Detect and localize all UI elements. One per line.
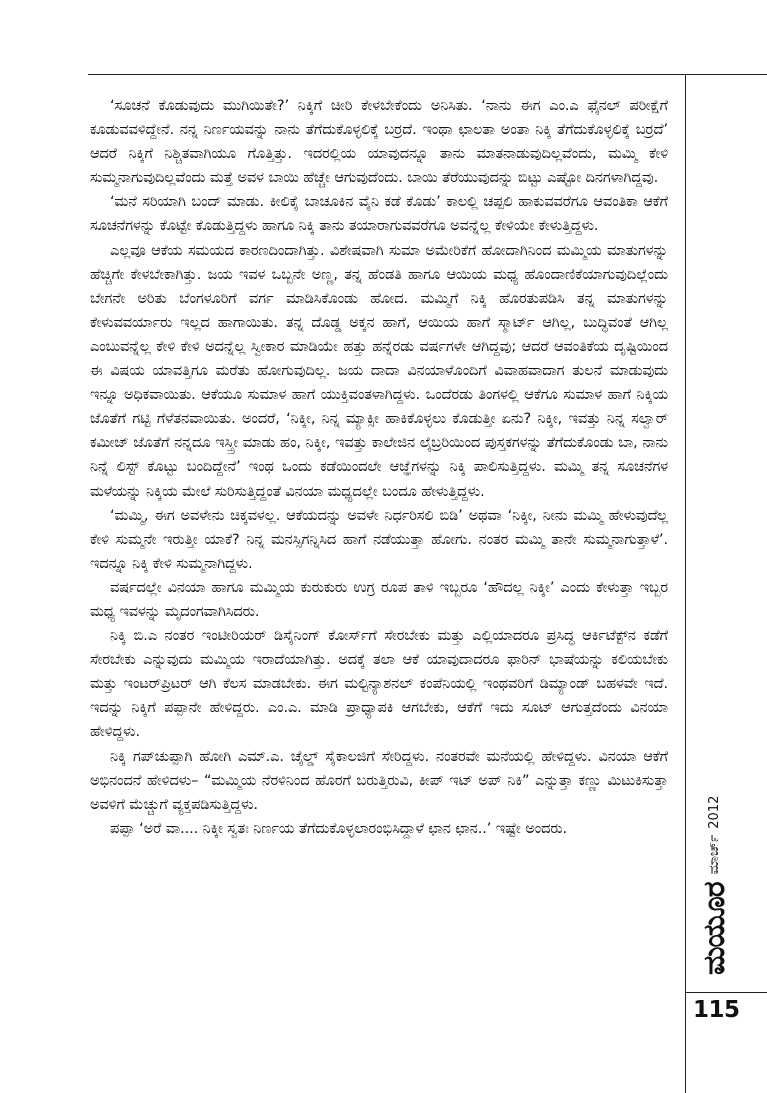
magazine-masthead — [694, 795, 734, 975]
paragraph: ‘ಸೂಚನೆ ಕೊಡುವುದು ಮುಗಿಯಿತೇ?’ ನಿಕ್ಕಿಗೆ ಚೀರಿ ಕೇಳಬೇಕೆಂದು ಅನಿಸಿತು. ‘ನಾನು ಈಗ ಎಂ.ಎ ಫೈನಲ್ ಪರೀಕ್ಷೆಗೆ ಕೂಡುವವಳಿದ್ದೇನೆ. ನನ್ನ ನಿರ್ಣಯವನ್ನು ನಾನು ತೆಗೆದುಕೊಳ್ಳಲಿಕ್ಕೆ ಬರ್ರದೆ. ಇಂಥಾ ಛಾಲತಾ ಅಂತಾ ನಿಕ್ಕಿ ತೆಗೆದುಕೊಳ್ಳಲಿಕ್ಕೆ ಬರ್ರದೆ’ ಆದರೆ ನಿಕ್ಕಿಗೆ ನಿಶ್ಚಿತವಾಗಿಯೂ ಗೊತ್ತಿತ್ತು. ಇದರಲ್ಲಿಯ ಯಾವುದನ್ನೂ ತಾನು ಮಾತನಾಡುವುದಿಲ್ಲವೆಂದು, ಮಮ್ಮಿ ಕೇಳಿ ಸುಮ್ಮನಾಗುವುದಿಲ್ಲವೆಂದು ಮತ್ತೆ ಅವಳ ಬಾಯಿ ಹೆಚ್ಚೇ ಆಗುವುದೆಂದು. ಬಾಯಿ ತೆರೆಯುವುದನ್ನು ಬಿಟ್ಟು ಎಷ್ಟೋ ದಿನಗಳಾಗಿದ್ದವು. — [90, 98, 668, 187]
side-rule — [685, 74, 686, 1093]
page-number-rule — [685, 992, 767, 993]
article-body — [90, 94, 668, 841]
page-number: 115 — [693, 997, 740, 1023]
paragraph: ಪಪ್ಪಾ ‘ಅರೆ ವಾ.... ನಿಕ್ಕೀ ಸ್ವತಃ ನಿರ್ಣಯ ತೆಗೆದುಕೊಳ್ಳಲಾರಂಭಿಸಿದ್ದಾಳೆ ಛಾನ ಛಾನ..’ ಇಷ್ಟೇ ಅಂದರು. — [110, 820, 568, 837]
issue-month: ಮಾರ್ಚ್ — [706, 834, 722, 875]
paragraph: ‘ಮನೆ ಸರಿಯಾಗಿ ಬಂದ್ ಮಾಡು. ಕೀಲಿಕೈ ಬಾಚೂಕಿನ ವೈನಿ ಕಡೆ ಕೊಡು’ ಕಾಲಲ್ಲಿ ಚಪ್ಪಲಿ ಹಾಕುವವರೆಗೂ ಆವಂತಿಕಾ ಆಕೆಗೆ ಸೂಚನೆಗಳನ್ನು ಕೊಟ್ಟೇ ಕೊಡುತ್ತಿದ್ದಳು ಹಾಗೂ ನಿಕ್ಕಿ ತಾನು ತಯಾರಾಗುವವರೆಗೂ ಅವನ್ನೆಲ್ಲ ಕೇಳಿಯೇ ಕೇಳುತ್ತಿದ್ದಳು. — [90, 194, 668, 235]
top-rule — [88, 74, 767, 75]
paragraph: ನಿಕ್ಕಿ ಬಿ.ಎ ನಂತರ ಇಂಟೀರಿಯರ್ ಡಿಸೈನಿಂಗ್ ಕೋರ್ಸ್‌ಗೆ ಸೇರಬೇಕು ಮತ್ತು ಎಲ್ಲಿಯಾದರೂ ಪ್ರಸಿದ್ಧ ಆರ್ಕಿಟೆಕ್ಟ್‌ನ ಕಡೆಗೆ ಸೇರಬೇಕು ಎನ್ನುವುದು ಮಮ್ಮಿಯ ಇರಾದೆಯಾಗಿತ್ತು. ಅದಕ್ಕೆ ತಲಾ ಆಕೆ ಯಾವುದಾದರೂ ಫಾರಿನ್ ಭಾಷೆಯನ್ನು ಕಲಿಯಬೇಕು ಮತ್ತು ಇಂಟರ್‌ಪ್ರಿಟರ್ ಆಗಿ ಕೆಲಸ ಮಾಡಬೇಕು. ಈಗ ಮಲ್ಟಿನ್ಯಾಶನಲ್ ಕಂಪೆನಿಯಲ್ಲಿ ಇಂಥವರಿಗೆ ಡಿಮ್ಯಾಂಡ್ ಬಹಳವೇ ಇದೆ. ಇದನ್ನು ನಿಕ್ಕಿಗೆ ಪಪ್ಪಾನೇ ಹೇಳಿದ್ದರು. ಎಂ.ಎ. ಮಾಡಿ ಪ್ರಾಧ್ಯಾಪಕಿ ಆಗಬೇಕು, ಆಕೆಗೆ ಇದು ಸೂಟ್ ಆಗುತ್ತದೆಂದು ವಿನಯಾ ಹೇಳಿದ್ದಳು. — [90, 628, 668, 741]
paragraph: ‘ಮಮ್ಮಿ, ಈಗ ಅವಳೇನು ಚಿಕ್ಕವಳಲ್ಲ. ಆಕೆಯದನ್ನು ಅವಳೇ ನಿರ್ಧರಿಸಲಿ ಬಿಡಿ’ ಅಥವಾ ‘ನಿಕ್ಕೀ, ನೀನು ಮಮ್ಮಿ ಹೇಳುವುದೆಲ್ಲ ಕೇಳಿ ಸುಮ್ಮನೇ ಇರುತ್ತೀ ಯಾಕೆ? ನಿನ್ನ ಮನಸ್ಸಿಗನ್ನಿಸಿದ ಹಾಗೆ ನಡೆಯುತ್ತಾ ಹೋಗು. ನಂತರ ಮಮ್ಮಿ ತಾನೇ ಸುಮ್ಮನಾಗುತ್ತಾಳೆ’. ಇದನ್ನೂ ನಿಕ್ಕಿ ಕೇಳಿ ಸುಮ್ಮನಾಗಿದ್ದಳು. — [90, 507, 668, 572]
magazine-logo: ಮಯೂರ — [696, 882, 732, 975]
issue-year: 2012 — [706, 795, 722, 829]
paragraph: ಎಲ್ಲವೂ ಆಕೆಯ ಸಮಯದ ಕಾರಣದಿಂದಾಗಿತ್ತು. ವಿಶೇಷವಾಗಿ ಸುಮಾ ಅಮೇರಿಕೆಗೆ ಹೋದಾಗಿನಿಂದ ಮಮ್ಮಿಯ ಮಾತುಗಳನ್ನು ಹೆಚ್ಚಿಗೇ ಕೇಳಬೇಕಾಗಿತ್ತು. ಜಯ ಇವಳ ಒಬ್ಬನೇ ಅಣ್ಣ, ತನ್ನ ಹೆಂಡತಿ ಹಾಗೂ ಆಯಿಯ ಮಧ್ಯ ಹೊಂದಾಣಿಕೆಯಾಗುವುದಿಲ್ಲೆಂದು ಬೇಗನೇ ಅರಿತು ಬೆಂಗಳೂರಿಗೆ ವರ್ಗ ಮಾಡಿಸಿಕೊಂಡು ಹೋದ. ಮಮ್ಮಿಗೆ ನಿಕ್ಕಿ ಹೊರತುಪಡಿಸಿ ತನ್ನ ಮಾತುಗಳನ್ನು ಕೇಳುವವರ್ಯಾರು ಇಲ್ಲದ ಹಾಗಾಯಿತು. ತನ್ನ ದೊಡ್ಡ ಅಕ್ಕನ ಹಾಗೆ, ಆಯಿಯ ಹಾಗೆ ಸ್ಮಾರ್ಟ್ ಆಗಿಲ್ಲ, ಬುದ್ಧಿವಂತೆ ಆಗಿಲ್ಲ ಎಂಬುವನ್ನೆಲ್ಲ ಕೇಳಿ ಕೇಳಿ ಅದನ್ನೆಲ್ಲ ಸ್ವೀಕಾರ ಮಾಡಿಯೇ ಹತ್ತು ಹನ್ನೆರಡು ವರ್ಷಗಳೇ ಆಗಿದ್ದವು; ಆದರೆ ಆವಂತಿಕೆಯ ದೃಷ್ಟಿಯಿಂದ ಈ ವಿಷಯ ಯಾವತ್ತಿಗೂ ಮರೆತು ಹೋಗುವುದಿಲ್ಲ. ಜಯ ದಾದಾ ವಿನಯಾಳೊಂದಿಗೆ ವಿವಾಹವಾದಾಗ ತುಲನೆ ಮಾಡುವುದು ಇನ್ನೂ ಅಧಿಕವಾಯಿತು. ಆಕೆಯೂ ಸುಮಾಳ ಹಾಗೆ ಯುಕ್ತಿವಂತಳಾಗಿದ್ದಳು. ಒಂದೆರಡು ತಿಂಗಳಲ್ಲಿ ಆಕೆಗೂ ಸುಮಾಳ ಹಾಗೆ ನಿಕ್ಕಿಯ ಜೊತೆಗೆ ಗಟ್ಟಿ ಗೆಳೆತನವಾಯಿತು. ಅಂದರೆ, ‘ನಿಕ್ಕೀ, ನಿನ್ನ ಮ್ಯಾಕ್ಸೀ ಹಾಕಿಕೊಳ್ಳಲು ಕೊಡುತ್ತೀ ಏನು? ನಿಕ್ಕೀ, ಇವತ್ತು ನಿನ್ನ ಸಲ್ವಾರ್ ಕಮೀಜ್ ಜೊತೆಗೆ ನನ್ನದೂ ಇಸ್ತ್ರೀ ಮಾಡು ಹಂ, ನಿಕ್ಕೀ, ಇವತ್ತು ಕಾಲೇಜಿನ ಲೈಬ್ರರಿಯಿಂದ ಪುಸ್ತಕಗಳನ್ನು ತೆಗೆದುಕೊಂಡು ಬಾ, ನಾನು ನಿನ್ನೆ ಲಿಸ್ಟ್ ಕೊಟ್ಟು ಬಂದಿದ್ದೇನೆ’ ಇಂಥ ಒಂದು ಕಡೆಯಿಂದಲೇ ಆಜ್ಞೆಗಳನ್ನು ನಿಕ್ಕಿ ಪಾಲಿಸುತ್ತಿದ್ದಳು. ಮಮ್ಮಿ ತನ್ನ ಸೂಚನೆಗಳ ಮಳೆಯನ್ನು ನಿಕ್ಕಿಯ ಮೇಲೆ ಸುರಿಸುತ್ತಿದ್ದಂತೆ ವಿನಯಾ ಮಧ್ಯದಲ್ಲೇ ಬಂದೂ ಹೇಳುತ್ತಿದ್ದಳು. — [90, 242, 668, 500]
paragraph: ವರ್ಷದಲ್ಲೇ ವಿನಯಾ ಹಾಗೂ ಮಮ್ಮಿಯ ಕುರುಕುರು ಉಗ್ರ ರೂಪ ತಾಳಿ ಇಬ್ಬರೂ ‘ಹೌದಲ್ಲ ನಿಕ್ಕೀ’ ಎಂದು ಕೇಳುತ್ತಾ ಇಬ್ಬರ ಮಧ್ಯ ಇವಳನ್ನು ಮೃದಂಗವಾಗಿಸಿದರು. — [90, 579, 668, 620]
paragraph: ನಿಕ್ಕಿ ಗಪ್‌ಚುಪ್ಪಾಗಿ ಹೋಗಿ ಎಮ್.ಎ. ಚೈಲ್ಡ್ ಸೈಕಾಲಜಿಗೆ ಸೇರಿದ್ದಳು. ನಂತರವೇ ಮನೆಯಲ್ಲಿ ಹೇಳಿದ್ದಳು. ವಿನಯಾ ಆಕೆಗೆ ಅಭಿನಂದನೆ ಹೇಳಿದಳು– “ಮಮ್ಮಿಯ ನೆರಳಿನಿಂದ ಹೊರಗೆ ಬರುತ್ತಿರುವಿ, ಕೀಪ್ ಇಟ್ ಅಪ್ ನಿಕಿ” ಎನ್ನುತ್ತಾ ಕಣ್ಣು ಮಿಟುಕಿಸುತ್ತಾ ಅವಳಿಗೆ ಮೆಚ್ಚುಗೆ ವ್ಯಕ್ತಪಡಿಸುತ್ತಿದ್ದಳು. — [90, 748, 668, 813]
